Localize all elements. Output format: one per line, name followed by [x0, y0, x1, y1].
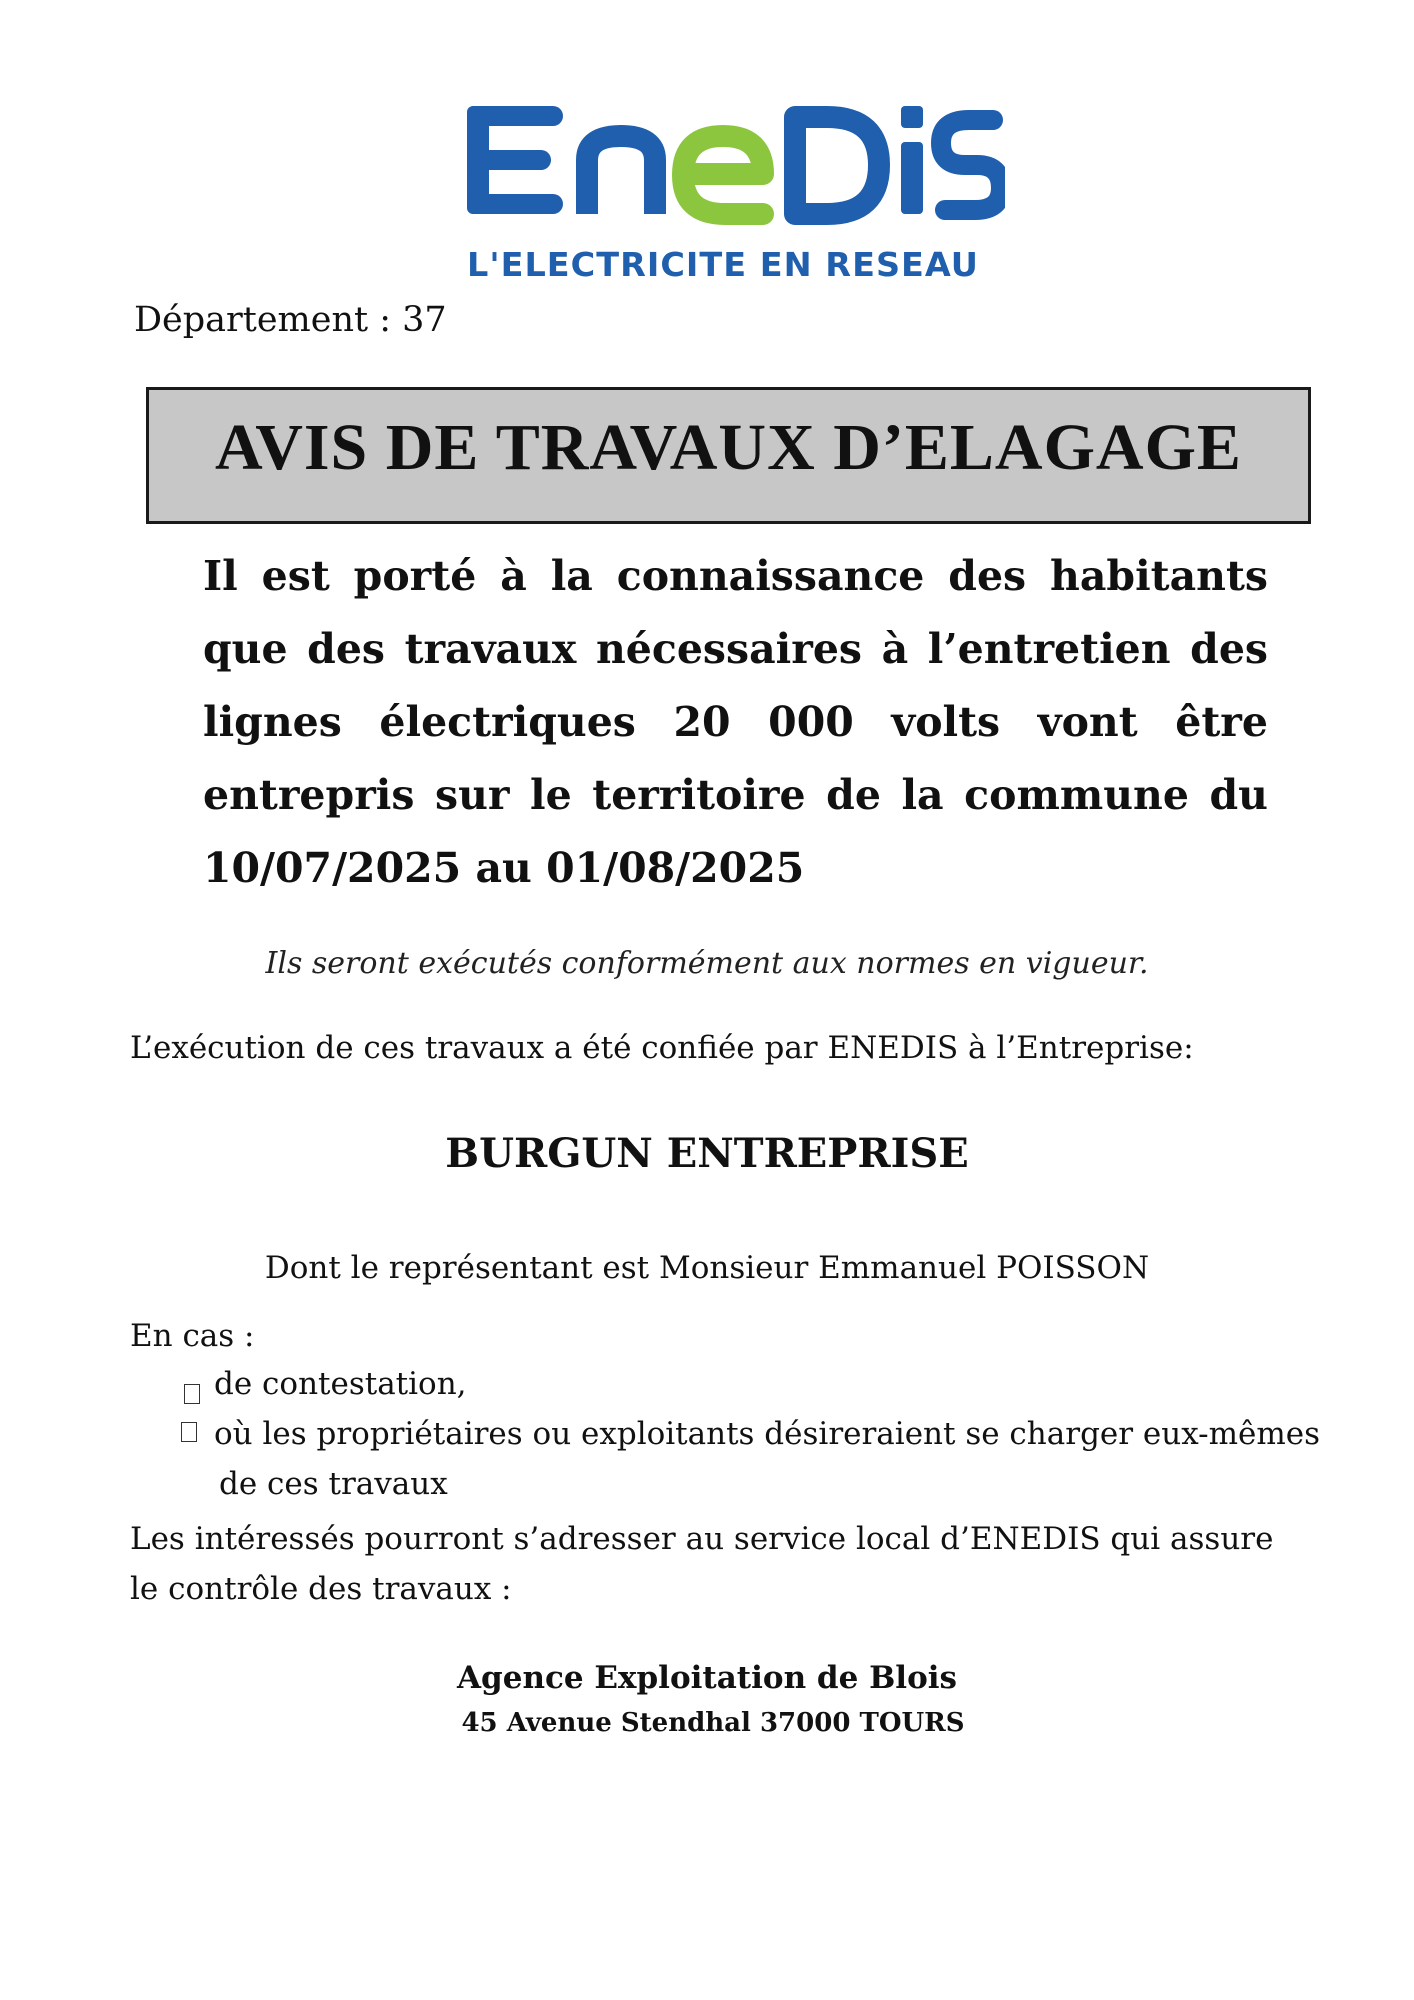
- case-item: où les propriétaires ou exploitants désireraient se charger eux-mêmes: [214, 1416, 1321, 1452]
- case-item: de contestation,: [214, 1366, 467, 1402]
- logo-tagline: L'ELECTRICITE EN RESEAU: [467, 245, 979, 284]
- enedis-logo: [445, 88, 1005, 298]
- execution-statement: L’exécution de ces travaux a été confiée par ENEDIS à l’Entreprise:: [130, 1030, 1194, 1066]
- norms-note: Ils seront exécutés conformément aux normes en vigueur.: [265, 946, 1149, 981]
- page-title: AVIS DE TRAVAUX D’ELAGAGE: [215, 411, 1242, 484]
- representative-line: Dont le représentant est Monsieur Emmanuel POISSON: [264, 1250, 1150, 1286]
- checkbox-icon: [181, 1422, 197, 1442]
- agency-address: 45 Avenue Stendhal 37000 TOURS: [461, 1708, 965, 1738]
- company-name: BURGUN ENTREPRISE: [445, 1130, 969, 1177]
- intro-paragraph: Il est porté à la connaissance des habitants que des travaux nécessaires à l’entretien des lignes électriques 20 000 volts vont être entrepris sur le territoire de la commune du 10/07/2025 au 01/08/2025: [203, 552, 1268, 892]
- agency-name: Agence Exploitation de Blois: [457, 1660, 957, 1696]
- contact-paragraph: Les intéressés pourront s’adresser au service local d’ENEDIS qui assure le contrôle des travaux :: [130, 1521, 1274, 1607]
- checkbox-icon: [184, 1384, 200, 1404]
- enedis-logo-graphic: [445, 88, 1005, 298]
- title-box: [146, 387, 1311, 524]
- cases-intro: En cas :: [130, 1318, 255, 1354]
- case-item-continuation: de ces travaux: [219, 1466, 448, 1502]
- department-label: Département : 37: [134, 300, 447, 340]
